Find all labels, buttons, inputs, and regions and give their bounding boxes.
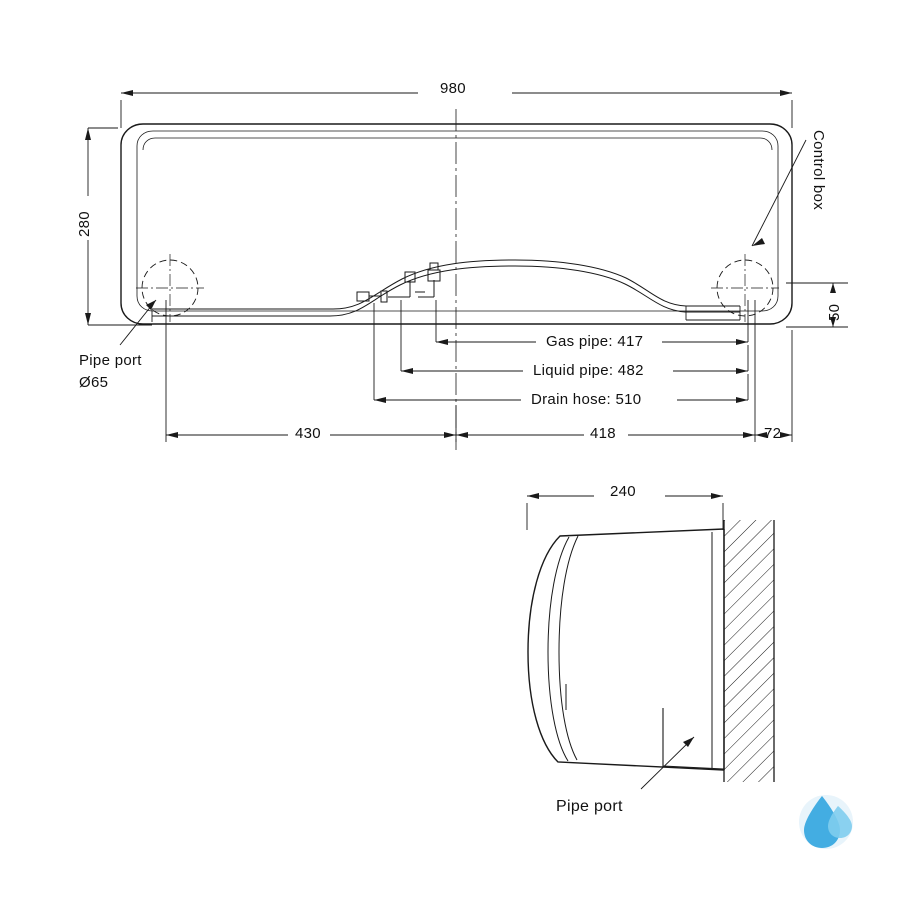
water-drop-logo	[799, 795, 853, 849]
dim-430-label: 430	[295, 425, 321, 442]
bottom-rail	[152, 306, 740, 322]
pipe-port-label-line1: Pipe port	[79, 352, 142, 369]
front-panel-outline	[137, 131, 778, 311]
dim-240-label: 240	[610, 483, 636, 500]
indoor-unit-body	[121, 124, 792, 324]
pipe-port-right-circle	[717, 260, 773, 316]
control-box-leader	[752, 140, 806, 246]
dim-280-label: 280	[76, 211, 93, 237]
pipe-port-label-line2: Ø65	[79, 374, 109, 391]
dim-980-label: 980	[440, 80, 466, 97]
dim-280	[85, 128, 152, 325]
wall-hatching	[724, 520, 774, 782]
drain-hose-label: Drain hose: 510	[531, 391, 642, 408]
pipe-port-leader	[120, 300, 156, 345]
dim-418-label: 418	[590, 425, 616, 442]
air-outlet-lip	[152, 260, 740, 316]
dim-drain-hose	[374, 303, 748, 403]
side-pipe-port-cutout	[663, 708, 724, 769]
dim-72-label: 72	[764, 425, 782, 442]
liquid-pipe-label: Liquid pipe: 482	[533, 362, 644, 379]
control-box-label: Control box	[810, 130, 827, 211]
dim-50-label: 50	[826, 303, 843, 321]
pipe-port-side-label: Pipe port	[556, 798, 623, 815]
side-profile-panel	[548, 532, 712, 768]
pipe-port-side-leader	[641, 737, 694, 789]
gas-pipe-label: Gas pipe: 417	[546, 333, 644, 350]
